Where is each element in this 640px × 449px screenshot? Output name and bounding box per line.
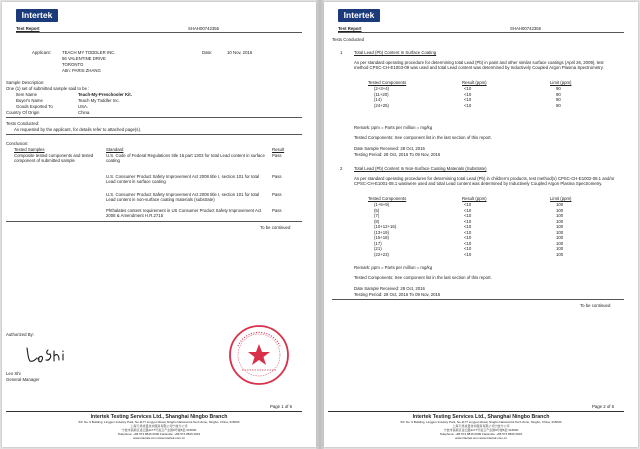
table-cell-result: <10 — [464, 207, 472, 213]
date-value: 10 Nov, 2016 — [227, 50, 253, 55]
sample-row-label: Goods Exported To — [16, 104, 53, 109]
intertek-logo: Intertek — [16, 9, 58, 22]
section-rule — [6, 134, 302, 135]
table-cell-limit: 100 — [556, 229, 564, 235]
date-sample-received: Date Sample Received: 28 Oct, 2016 — [354, 146, 425, 151]
report-title: Test Report — [16, 26, 40, 31]
applicant-label: Applicant: — [32, 50, 51, 55]
section-title: Total Lead (Pb) Content In Non-Surface Coating Materials (Substrate) — [354, 166, 487, 171]
table-cell-limit: 100 — [556, 246, 564, 251]
footer-address: 5/F No. 9 Building, Linggun Industry Park, No.1177 Lingyun Road, Ningbo National Hi-Tech Zone, Ningbo, China, 315000 — [78, 420, 240, 424]
tests-conducted-label: Tests Conducted — [332, 37, 365, 42]
sample-row-label: Buyer's Name — [16, 98, 43, 103]
sample-row-value: USA. — [78, 104, 89, 109]
table-cell-component: (14) — [374, 97, 382, 102]
header-rule — [16, 32, 302, 33]
col-result-ppm: Result (ppm) — [462, 80, 487, 85]
signatory-name: Leo Shi — [6, 371, 21, 376]
col-tested-components: Tested Components — [368, 80, 407, 85]
section-number: 2 — [340, 166, 343, 171]
footer-cn-name: 上海天祥质量技术服务有限公司宁波分公司 — [452, 424, 510, 428]
conclusion-label: Conclusion: — [6, 141, 29, 146]
table-cell-limit: 100 — [556, 218, 564, 224]
signatory-title: General Manager — [6, 377, 40, 382]
result-text: Pass — [272, 153, 282, 158]
footer-cn-address: 宁波市高新区凌云路1177号凌云产业园9号楼5层 315000 — [121, 428, 197, 432]
date-sample-received: Date Sample Received: 28 Oct, 2016 — [354, 286, 425, 291]
standard-text: Phthalates content requirement in US Consumer Product Safety Improvement Act 2008 & Amendment H.R.2715 — [106, 208, 262, 218]
col-limit-ppm: Limit (ppm) — [550, 80, 572, 85]
table-cell-limit: 90 — [556, 86, 561, 91]
testing-period: Testing Period: 28 Oct, 2016 To 09 Nov, 2016 — [354, 152, 441, 157]
signature-image — [24, 345, 70, 365]
footer-website: www.intertek.com www.intertek.com.cn — [455, 436, 507, 440]
table-cell-result: <10 — [464, 224, 472, 229]
col-tested-samples: Tested Samples — [14, 147, 45, 152]
table-cell-component: (17) — [374, 240, 382, 246]
table-cell-component: (7) — [374, 213, 380, 218]
table-cell-limit: 100 — [556, 251, 564, 257]
tested-components-note: Tested Components: See component list in the last section of this report. — [354, 135, 492, 140]
remark: Remark: ppm = Parts per million = mg/kg — [354, 265, 433, 270]
table-cell-component: (5) — [374, 207, 380, 213]
sample-note: One (1) set of submitted sample said to be : — [6, 86, 90, 91]
section-title: Total Lead (Pb) Content In Surface Coating — [354, 50, 437, 55]
section-number: 1 — [340, 50, 343, 55]
company-seal-stamp — [228, 324, 290, 386]
table-cell-component: (1+6+9) — [374, 202, 390, 207]
table-cell-result: <10 — [464, 213, 472, 218]
applicant-line: TEACH MY TODDLER INC. — [62, 50, 116, 55]
col-standard: Standard — [106, 147, 124, 152]
page-gutter — [316, 0, 324, 449]
section-rule — [332, 299, 624, 300]
intertek-logo: Intertek — [338, 9, 380, 22]
table-cell-component: (22+23) — [374, 251, 389, 257]
footer-cn-address: 宁波市高新区凌云路1177号凌云产业园9号楼5层 315000 — [443, 428, 519, 432]
table-cell-component: (11+20) — [374, 91, 389, 97]
section-rule — [6, 221, 302, 222]
to-be-continued: To be continued — [260, 225, 291, 230]
table-cell-component: (21) — [374, 246, 382, 251]
table-cell-component: (13+19) — [374, 229, 389, 235]
standard-text: U.S. Code of Federal Regulations title 16 part 1303 for total Lead content in surface coating — [106, 153, 265, 163]
tests-conducted-text: As requested by the applicant, for details refer to attached page(s). — [14, 127, 142, 132]
tested-samples-text: Composite tested components and tested component of submitted sample — [14, 153, 94, 163]
sample-row-value: China. — [78, 110, 91, 115]
table-cell-component: (2+3+4) — [374, 86, 390, 91]
table-cell-limit: 100 — [556, 213, 564, 218]
footer-company: Intertek Testing Services Ltd., Shanghai Ningbo Branch — [90, 414, 228, 420]
testing-period: Testing Period: 28 Oct, 2016 To 09 Nov, 2016 — [354, 292, 441, 297]
date-label: Date: — [202, 50, 213, 55]
applicant-line: TORONTO — [62, 62, 84, 67]
table-cell-limit: 100 — [556, 235, 564, 240]
table-cell-result: <10 — [464, 246, 472, 251]
report-number: SHAH00742355 — [510, 26, 542, 31]
standard-text: U.S. Consumer Product Safety Improvement Act 2008 title I, section 101 for total Lead content in surface coating — [106, 174, 260, 184]
table-cell-result: <10 — [464, 251, 472, 257]
header-rule — [338, 32, 624, 33]
col-limit-ppm: Limit (ppm) — [550, 196, 572, 201]
standard-text: U.S. Consumer Product Safety Improvement Act 2008 title I, section 101 for total Lead content in non-surface coating materials (substrate) — [106, 192, 260, 202]
table-cell-result: <10 — [464, 102, 472, 108]
footer-address: 5/F No. 9 Building, Linggun Industry Park, No.1177 Lingyun Road, Ningbo National Hi-Tech Zone, Ningbo, China, 315000 — [400, 420, 562, 424]
sample-row-value: Teach My Toddler Inc. — [78, 98, 120, 103]
table-cell-component: (8) — [374, 218, 380, 224]
table-cell-limit: 100 — [556, 202, 564, 207]
table-cell-limit: 90 — [556, 91, 561, 97]
footer-telephone: Telephone: +86 574 8816 0000 Facsimile: +86 574 8816 0001 — [117, 432, 201, 436]
tests-conducted-label: Tests Conducted: — [6, 121, 40, 126]
report-page-1 — [2, 2, 316, 447]
table-cell-limit: 100 — [556, 224, 564, 229]
applicant-line: 56 VALENTINE DRIVE — [62, 56, 106, 61]
table-cell-result: <10 — [464, 240, 472, 246]
footer-rule — [6, 411, 302, 412]
table-cell-limit: 100 — [556, 240, 564, 246]
footer-telephone: Telephone: +86 574 8816 0000 Facsimile: +86 574 8816 0001 — [439, 432, 523, 436]
footer-rule — [328, 411, 624, 412]
table-cell-result: <10 — [464, 229, 472, 235]
authorized-by-label: Authorized By: — [6, 332, 34, 337]
table-cell-component: (10+12+16) — [374, 224, 397, 229]
table-cell-component: (15+18) — [374, 235, 389, 240]
col-result: Result — [272, 147, 285, 152]
result-text: Pass — [272, 192, 282, 197]
section-rule — [6, 117, 302, 118]
table-cell-result: <10 — [464, 218, 472, 224]
report-page-2 — [324, 2, 638, 447]
result-text: Pass — [272, 208, 282, 213]
sample-description-label: Sample Description: — [6, 80, 45, 85]
to-be-continued: To be continued — [580, 303, 611, 308]
footer-company: Intertek Testing Services Ltd., Shanghai Ningbo Branch — [412, 414, 550, 420]
sample-row-label: Item Name — [16, 92, 38, 97]
table-cell-limit: 90 — [556, 102, 561, 108]
table-cell-result: <10 — [464, 86, 472, 91]
sample-row-label: Country Of Origin — [6, 110, 40, 115]
report-title: Test Report — [338, 26, 362, 31]
table-cell-limit: 100 — [556, 207, 564, 213]
table-cell-limit: 90 — [556, 97, 561, 102]
tested-components-note: Tested Components: See component list in the last section of this report. — [354, 275, 492, 280]
col-result-ppm: Result (ppm) — [462, 196, 487, 201]
footer-cn-name: 上海天祥质量技术服务有限公司宁波分公司 — [130, 424, 188, 428]
result-text: Pass — [272, 174, 282, 179]
page-number: Page 1 of 6 — [270, 404, 292, 409]
section-description: As per standard operating procedures for determining total Lead (Pb) in children's products, test method(s) CPSC-CH-E1002-08.1 and/or CPSC-CH-E1001-08.1 was/were used and total Lead content was determined by Inductively Coupled Argon Plasma Spectrometry. — [354, 176, 615, 186]
report-number: SHAH00742355 — [188, 26, 220, 31]
sample-row-value: Teach-My-Preschooler Kit. — [78, 92, 132, 97]
table-cell-result: <10 — [464, 235, 472, 240]
table-cell-result: <10 — [464, 202, 472, 207]
table-cell-result: <10 — [464, 91, 472, 97]
section-description: As per standard operating procedure for determining total Lead (Pb) in paint and other similar surface coatings (April 26, 2009), test method CPSC-CH-E1003-09 was used and total Lead content was determined by Inductively Coupled Argon Plasma Spectrometry. — [354, 60, 604, 70]
applicant-line: Attn: PARIS ZHANG — [62, 68, 101, 73]
table-cell-component: (24+25) — [374, 102, 389, 108]
remark: Remark: ppm = Parts per million = mg/kg — [354, 125, 433, 130]
page-number: Page 2 of 6 — [592, 404, 614, 409]
col-tested-components: Tested Components — [368, 196, 407, 201]
footer-website: www.intertek.com www.intertek.com.cn — [133, 436, 185, 440]
table-cell-result: <10 — [464, 97, 472, 102]
